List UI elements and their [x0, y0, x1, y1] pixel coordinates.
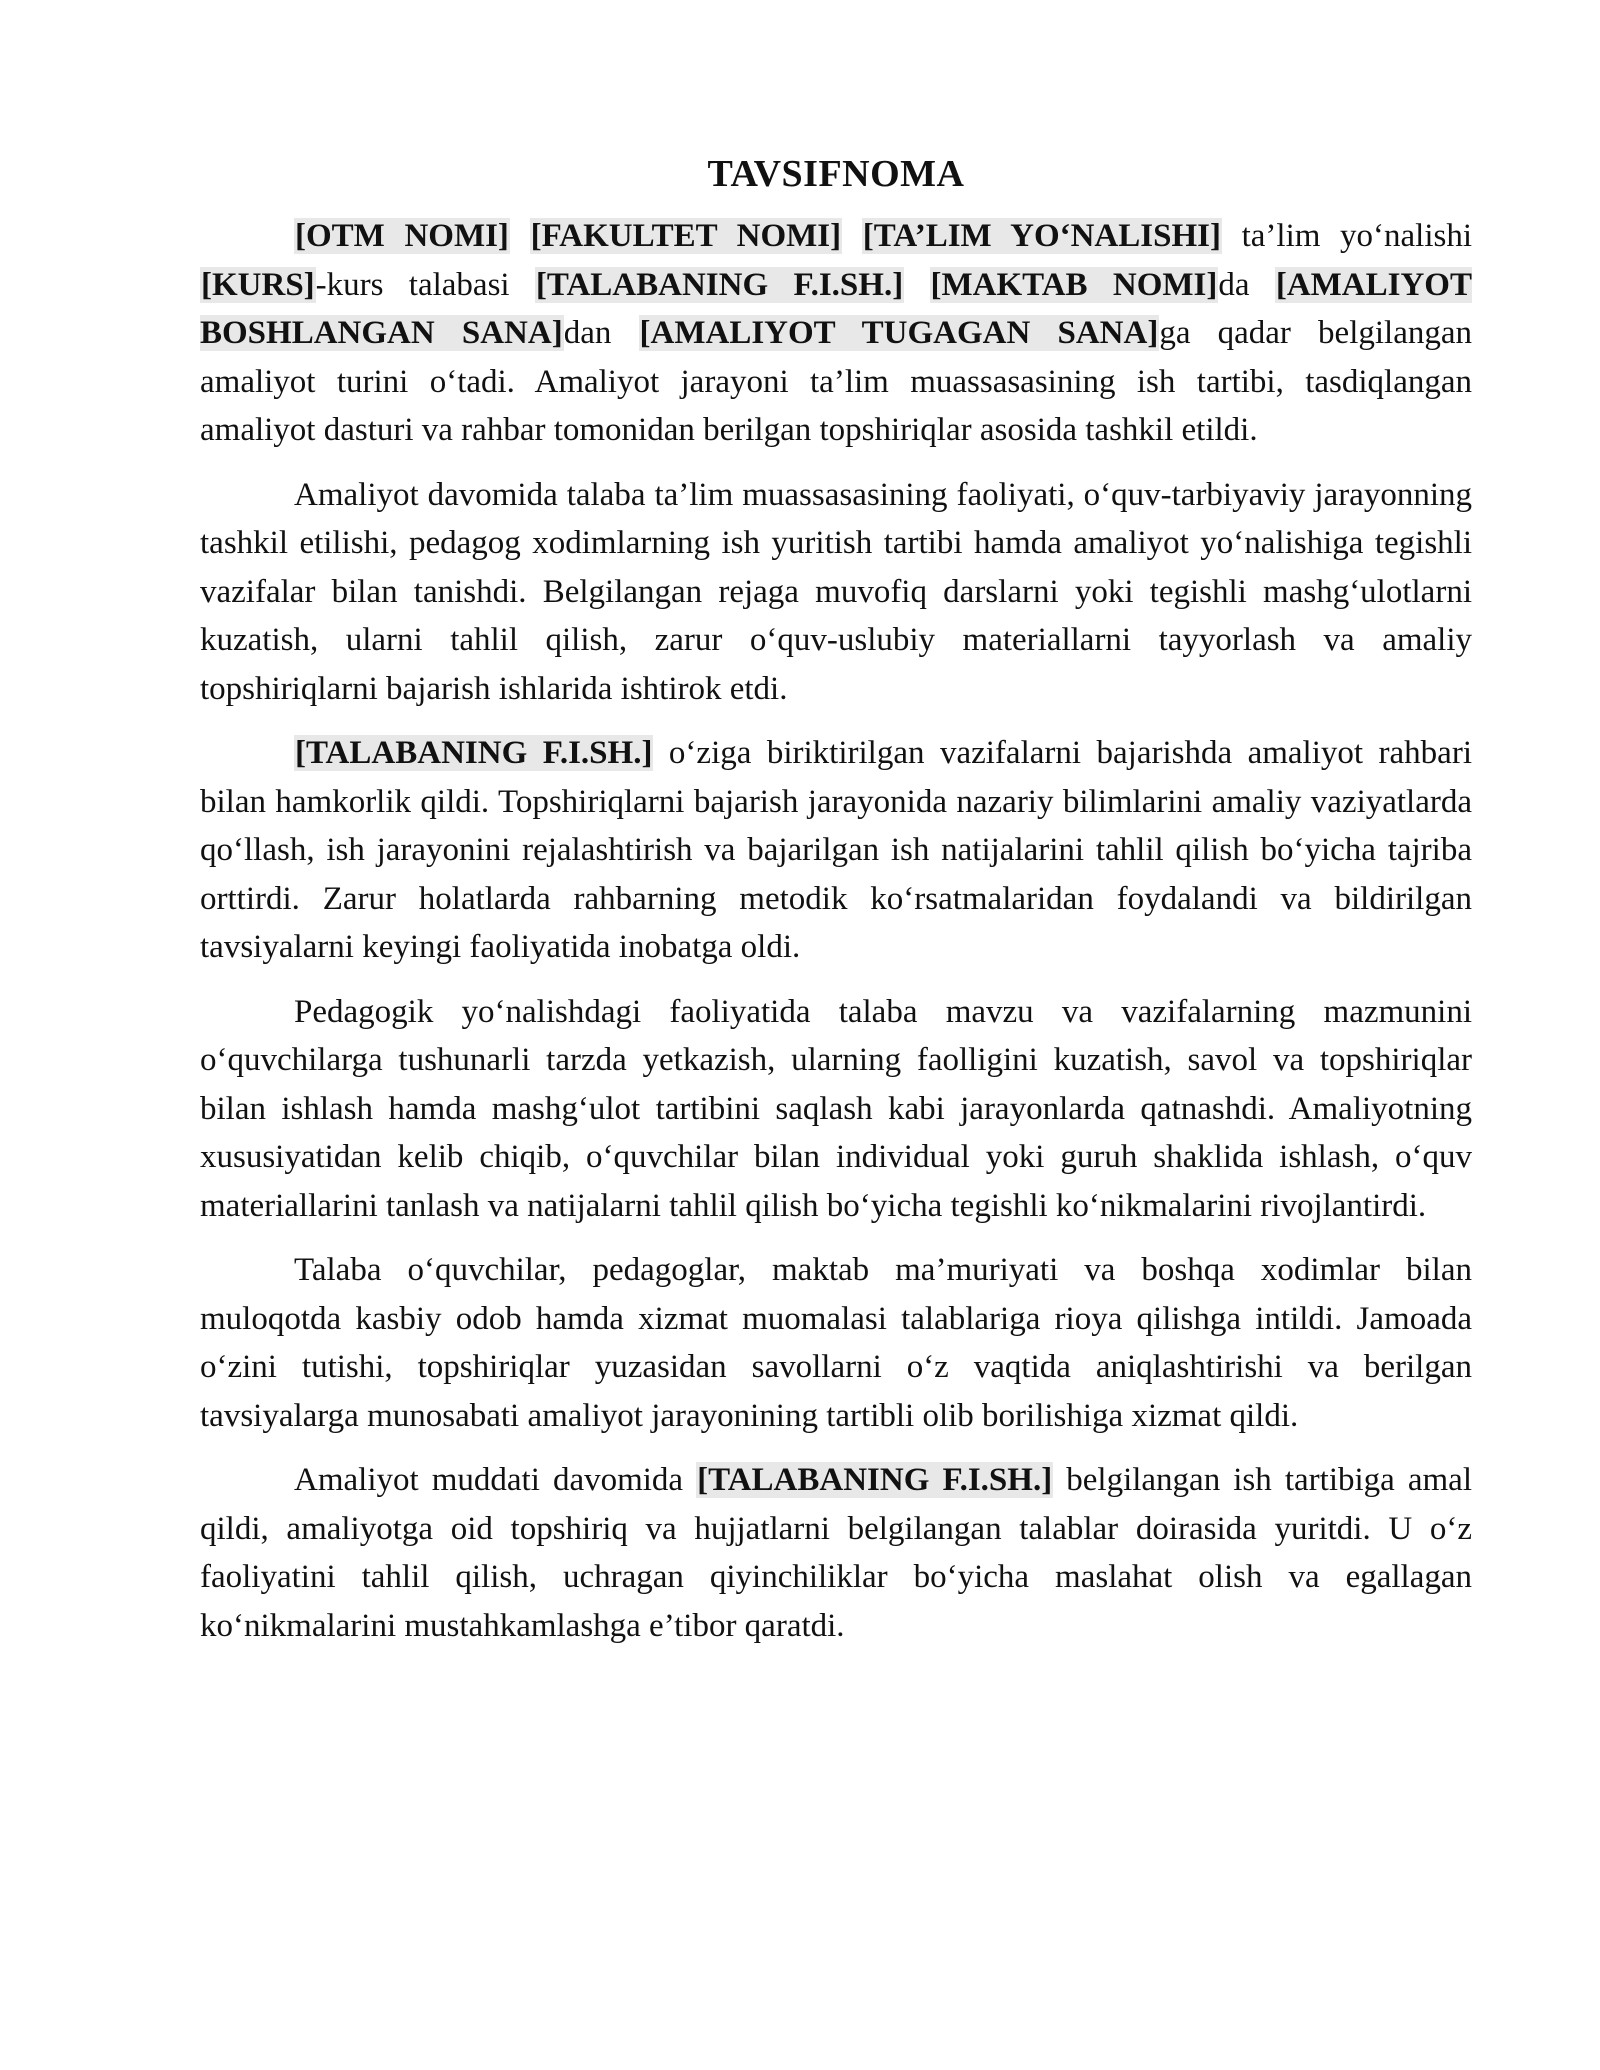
paragraph-text: Talaba o‘quvchilar, pedagoglar, maktab ma’muriyati va boshqa xodimlar bilan muloqotda kasbiy odob hamda xizmat muomalasi talablariga rioya qilishga intildi. Jamoada o‘zini tutishi, topshiriqlar yuzasidan savollarni o‘z vaqtida aniqlashtirishi va berilgan tavsiyalarga munosabati amaliyot jarayonining tartibli olib borilishiga xizmat qildi.	[200, 1252, 1472, 1434]
paragraph-text	[510, 218, 530, 254]
placeholder-field: [TALABANING F.I.SH.]	[295, 735, 653, 771]
placeholder-field: [AMALIYOT TUGAGAN SANA]	[639, 315, 1159, 351]
paragraph	[200, 988, 1472, 1231]
paragraph-text: ta’lim yo‘nalishi	[1221, 218, 1473, 254]
paragraph-text: o‘ziga biriktirilgan vazifalarni bajarishda amaliyot rahbari bilan hamkorlik qildi. Topshiriqlarni bajarish jarayonida nazariy bilimlarini amaliy vaziyatlarda qo‘llash, ish jarayonini rejalashtirish va bajarilgan ish natijalarini tahlil qilish bo‘yicha tajriba orttirdi. Zarur holatlarda rahbarning metodik ko‘rsatmalaridan foydalandi va bildirilgan tavsiyalarni keyingi faoliyatida inobatga oldi.	[200, 735, 1472, 965]
paragraph-text: Amaliyot davomida talaba ta’lim muassasasining faoliyati, o‘quv-tarbiyaviy jarayonning tashkil etilishi, pedagog xodimlarning ish yuritish tartibi hamda amaliyot yo‘nalishiga tegishli vazifalar bilan tanishdi. Belgilangan rejaga muvofiq darslarni yoki tegishli mashg‘ulotlarni kuzatish, ularni tahlil qilish, zarur o‘quv-uslubiy materiallarni tayyorlash va amaliy topshiriqlarni bajarish ishlarida ishtirok etdi.	[200, 476, 1472, 707]
paragraph-text: ga qadar belgilangan amaliyot turini o‘tadi. Amaliyot jarayoni ta’lim muassasasining ish tartibi, tasdiqlangan amaliyot dasturi va rahbar tomonidan berilgan topshiriqlar asosida tashkil etildi.	[200, 315, 1472, 448]
paragraph	[200, 729, 1472, 972]
placeholder-field: [AMALIYOT BOSHLANGAN SANA]	[200, 266, 1472, 351]
document-title: TAVSIFNOMA	[707, 153, 965, 195]
paragraph-text	[904, 267, 929, 303]
paragraph	[200, 1456, 1472, 1650]
paragraph-text	[842, 218, 862, 254]
paragraph-text: Pedagogik yo‘nalishdagi faoliyatida talaba mavzu va vazifalarning mazmunini o‘quvchilarga tushunarli tarzda yetkazish, ularning faolligini kuzatish, savol va topshiriqlar bilan ishlash hamda mashg‘ulot tartibini saqlash kabi jarayonlarda qatnashdi. Amaliyotning xususiyatidan kelib chiqib, o‘quvchilar bilan individual yoki guruh shaklida ishlash, o‘quv materiallarini tanlash va natijalarni tahlil qilish bo‘yicha tegishli ko‘nikmalarini rivojlantirdi.	[200, 993, 1472, 1224]
placeholder-field: [TALABANING F.I.SH.]	[535, 266, 904, 303]
paragraph	[200, 212, 1472, 455]
placeholder-field: [OTM NOMI]	[295, 218, 509, 254]
placeholder-field: [FAKULTET NOMI]	[530, 218, 842, 254]
placeholder-field: [KURS]	[201, 266, 315, 303]
placeholder-field: [MAKTAB NOMI]	[930, 266, 1218, 303]
document-page	[200, 150, 1472, 1666]
paragraph-text: da	[1218, 266, 1275, 303]
paragraph-text: -kurs talabasi	[315, 266, 535, 303]
paragraph	[200, 471, 1472, 714]
document-body	[200, 212, 1472, 1650]
paragraph-text: Amaliyot muddati davomida	[294, 1462, 697, 1498]
placeholder-field: [TALABANING F.I.SH.]	[697, 1462, 1053, 1498]
paragraph-text: belgilangan ish tartibiga amal qildi, amaliyotga oid topshiriq va hujjatlarni belgilangan talablar doirasida yuritdi. U o‘z faoliyatini tahlil qilish, uchragan qiyinchiliklar bo‘yicha maslahat olish va egallagan ko‘nikmalarini mustahkamlashga e’tibor qaratdi.	[200, 1462, 1472, 1644]
paragraph	[200, 1246, 1472, 1440]
paragraph-text: dan	[563, 315, 639, 351]
placeholder-field: [TA’LIM YO‘NALISHI]	[862, 218, 1221, 254]
